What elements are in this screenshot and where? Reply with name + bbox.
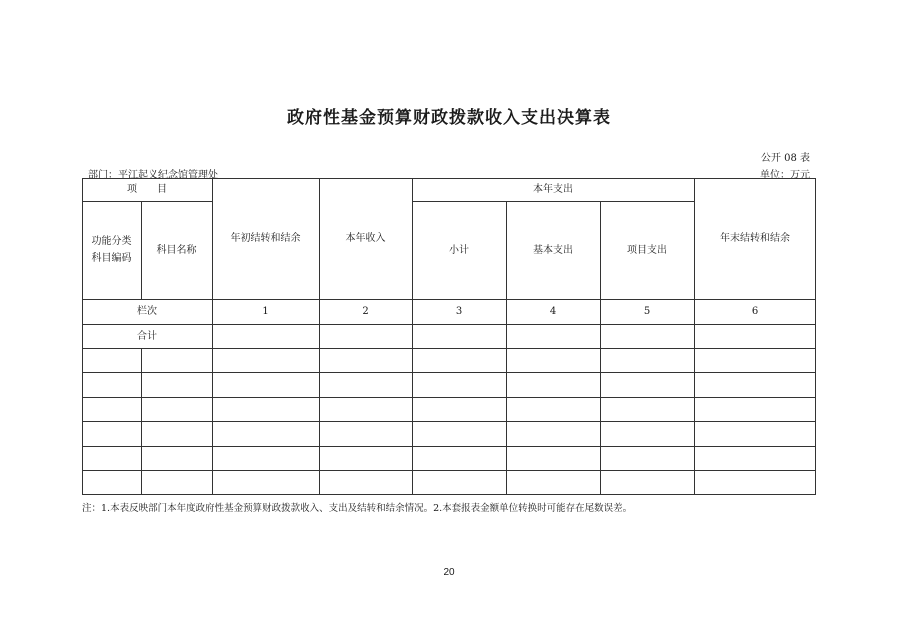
header-income: 本年收入	[345, 233, 386, 244]
column-number: 2	[362, 306, 369, 317]
header-end-balance: 年末结转和结余	[720, 233, 790, 244]
column-number: 6	[751, 306, 759, 317]
header-basic-expense: 基本支出	[533, 244, 573, 256]
page-title: 政府性基金预算财政拨款收入支出决算表	[287, 108, 611, 128]
column-number: 4	[549, 306, 557, 317]
header-project-expense: 项目支出	[627, 244, 667, 256]
footnote: 注：1.本表反映部门本年度政府性基金预算财政拨款收入、支出及结转和结余情况。2.本套报表金额单位转换时可能存在尾数误差。	[82, 503, 633, 514]
header-function-code: 功能分类 科目编码	[91, 236, 132, 264]
form-number: 公开 08 表	[760, 153, 810, 164]
column-number: 1	[262, 306, 269, 317]
header-expense-group: 本年支出	[533, 184, 573, 195]
column-number: 5	[643, 306, 651, 317]
department-label: 部门：平江起义纪念馆管理处	[88, 170, 218, 181]
page-number: 20	[443, 567, 455, 578]
header-item: 项 目	[127, 184, 167, 195]
column-number: 3	[455, 306, 463, 317]
header-begin-balance: 年初结转和结余	[230, 233, 301, 244]
budget-table	[82, 178, 816, 495]
header-subject-name: 科目名称	[156, 244, 197, 256]
header-subtotal: 小计	[449, 244, 469, 256]
total-row-label: 合计	[137, 330, 157, 342]
unit-label: 单位：万元	[760, 170, 810, 181]
column-row-label: 栏次	[137, 306, 157, 317]
